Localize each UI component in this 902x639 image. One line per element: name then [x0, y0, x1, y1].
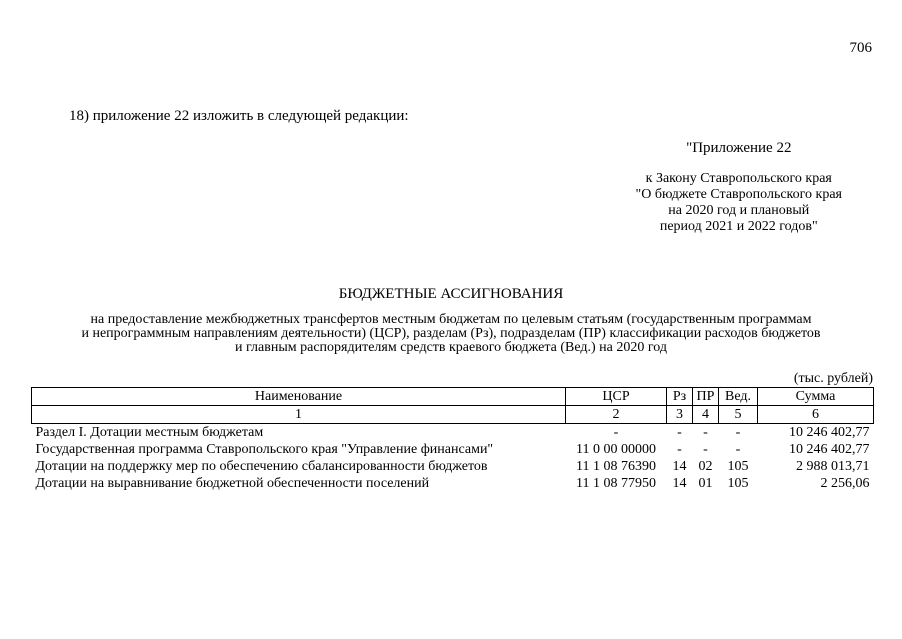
column-number: 1 [32, 406, 566, 424]
table-row [32, 458, 874, 475]
row-ved: - [735, 424, 741, 440]
column-number: 4 [693, 406, 719, 424]
row-name: Дотации на выравнивание бюджетной обеспеченности поселений [35, 475, 430, 491]
row-csr: 11 1 08 77950 [576, 475, 656, 491]
appendix-line: на 2020 год и плановый [668, 203, 810, 218]
row-ved: 105 [727, 475, 749, 491]
intro-line: 18) приложение 22 изложить в следующей редакции: [69, 108, 409, 124]
column-number: 5 [719, 406, 758, 424]
row-csr: 11 0 00 00000 [576, 441, 656, 457]
row-rz: 14 [672, 458, 687, 474]
row-pr: 02 [698, 458, 713, 474]
subtitle-line: и главным распорядителям средств краевого бюджета (Вед.) на 2020 год [235, 340, 667, 355]
budget-table [31, 387, 874, 492]
table-row [32, 441, 874, 458]
row-ved: - [735, 441, 741, 457]
document-subtitle [0, 313, 902, 355]
appendix-line: "О бюджете Ставропольского края [635, 187, 842, 202]
row-rz: 14 [672, 475, 687, 491]
row-rz: - [677, 424, 682, 440]
row-sum: 10 246 402,77 [789, 441, 870, 457]
header-csr: ЦСР [566, 388, 667, 406]
column-number: 6 [758, 406, 874, 424]
column-number: 3 [667, 406, 693, 424]
table-header-row [32, 388, 874, 406]
subtitle-line: и непрограммным направлениям деятельности) (ЦСР), разделам (Рз), подразделам (ПР) классификации расходов бюджетов [81, 326, 821, 341]
header-ved: Вед. [719, 388, 758, 406]
row-sum: 2 256,06 [820, 475, 870, 491]
row-csr: - [613, 424, 619, 440]
row-pr: - [703, 424, 708, 440]
subtitle-line: на предоставление межбюджетных трансфертов местным бюджетам по целевым статьям (государственным программам [90, 312, 812, 327]
units-label: (тыс. рублей) [793, 371, 873, 386]
column-number: 2 [566, 406, 667, 424]
row-ved: 105 [727, 458, 749, 474]
table-row [32, 424, 874, 442]
header-sum: Сумма [758, 388, 874, 406]
row-rz: - [677, 441, 682, 457]
row-sum: 10 246 402,77 [789, 424, 870, 440]
appendix-block [636, 140, 842, 235]
table-column-number-row [32, 406, 874, 424]
header-rz: Рз [667, 388, 693, 406]
appendix-line: к Закону Ставропольского края [645, 171, 832, 186]
appendix-title: "Приложение 22 [686, 140, 792, 156]
row-csr: 11 1 08 76390 [576, 458, 656, 474]
row-name: Раздел I. Дотации местным бюджетам [35, 424, 264, 440]
table-row [32, 475, 874, 492]
appendix-line: период 2021 и 2022 годов" [659, 219, 818, 234]
row-name: Государственная программа Ставропольского края "Управление финансами" [35, 441, 494, 457]
page-number: 706 [849, 40, 872, 56]
document-title: БЮДЖЕТНЫЕ АССИГНОВАНИЯ [338, 286, 564, 302]
row-pr: - [703, 441, 708, 457]
row-sum: 2 988 013,71 [796, 458, 870, 474]
header-name: Наименование [32, 388, 566, 406]
header-pr: ПР [693, 388, 719, 406]
row-name: Дотации на поддержку мер по обеспечению сбалансированности бюджетов [35, 458, 488, 474]
row-pr: 01 [698, 475, 713, 491]
